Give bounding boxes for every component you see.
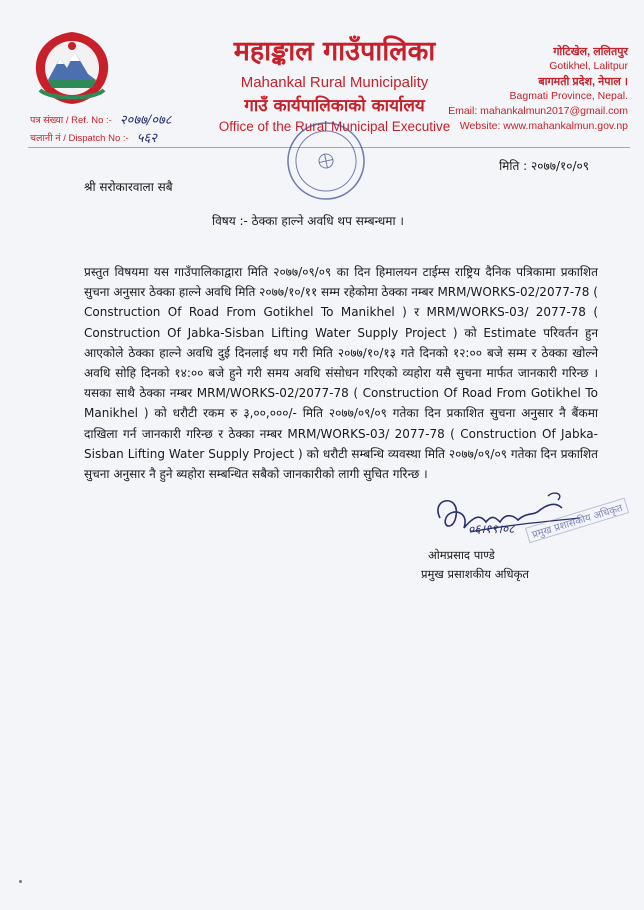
dispatch-label: चलानी नं / Dispatch No :- xyxy=(30,132,129,144)
reference-block xyxy=(30,110,172,146)
place-np: गोटिखेल, ललितपुर xyxy=(553,46,628,58)
municipality-emblem-icon xyxy=(30,28,114,108)
signatory-title: प्रमुख प्रसाशकीय अधिकृत xyxy=(421,567,529,581)
municipality-name-np: महाङ्काल गाउँपालिका xyxy=(233,36,436,67)
letter-date: मिति : २०७७/१०/०९ xyxy=(499,159,589,173)
office-name-en: Office of the Rural Municipal Executive xyxy=(218,119,451,134)
salutation: श्री सरोकारवाला सबै xyxy=(84,180,173,194)
email: Email: mahankalmun2017@gmail.com xyxy=(448,105,628,117)
ref-label: पत्र संख्या / Ref. No :- xyxy=(30,114,112,126)
municipality-name-en: Mahankal Rural Municipality xyxy=(240,74,429,91)
website: Website: www.mahankalmun.gov.np xyxy=(459,120,628,132)
dispatch-value: ५६२ xyxy=(136,131,157,146)
ref-value: २०७७/०७८ xyxy=(119,113,172,128)
letterhead-contact xyxy=(448,44,628,134)
place-en: Gotikhel, Lalitpur xyxy=(549,60,628,72)
signatory-name: ओमप्रसाद पाण्डे xyxy=(428,548,495,562)
office-stamp-icon xyxy=(285,120,367,202)
province-en: Bagmati Province, Nepal. xyxy=(509,90,628,102)
subject-line: विषय :- ठेक्का हाल्ने अवधि थप सम्बन्धमा । xyxy=(212,214,404,228)
signatory-stamp: प्रमुख प्रशासकीय अधिकृत xyxy=(525,498,629,544)
letter-body: प्रस्तुत विषयमा यस गाउँपालिकाद्वारा मिति २०७७/०९/०९ का दिन हिमालयन टाईम्स राष्ट्रिय दैनिक पत्रिकामा प्रकाशित सुचना अनुसार ठेक्का हाल्ने अवधि मिति २०७७/१०/११ सम्म रहेकोमा ठेक्का नम्बर MRM/WORKS-02/2077-78 ( Construction Of Road From Gotikhel To Manikhel ) र MRM/WORKS-03/ 2077-78 ( Construction Of Jabka-Sisban Lifting Water Supply Project ) को Estimate परिवर्तन हुन आएकोले ठेक्का हाल्ने अवधि दुई दिनलाई थप गरी मिति २०७७/१०/१३ गते दिनको १२:०० बजे सम्म र ठेक्का खोल्ने अवधि सोहि दिनको १४:०० बजे हुने गरी समय अवधि संसोधन गरिएको व्यहोरा यसै सुचना मार्फत जानकारी गरिन्छ । यसका साथै ठेक्का नम्बर MRM/WORKS-02/2077-78 ( Construction Of Road From Gotikhel To Manikhel ) को धरौटी रकम रु ३,००,०००/- मिति २०७७/०९/०९ गतेका दिन प्रकाशित सुचना अनुसार नै बैंकमा दाखिला गर्न जानकारी गरिन्छ र ठेक्का नम्बर MRM/WORKS-03/ 2077-78 ( Construction Of Jabka-Sisban Lifting Water Supply Project ) को धरौटी सम्बन्धि व्यवस्था मिति २०७७/०९/०९ गतेका दिन प्रकाशित सुचना अनुसार नै हुने ब्यहोरा सम्बन्धित सबैको जानकारीको लागी सुचित गरिन्छ । xyxy=(84,265,598,482)
office-name-np: गाउँ कार्यपालिकाको कार्यालय xyxy=(244,96,425,116)
province-np: बागमती प्रदेश, नेपाल । xyxy=(538,76,628,88)
signature-date: ०६।१९।०८ xyxy=(468,522,515,536)
scan-speck xyxy=(19,880,22,883)
